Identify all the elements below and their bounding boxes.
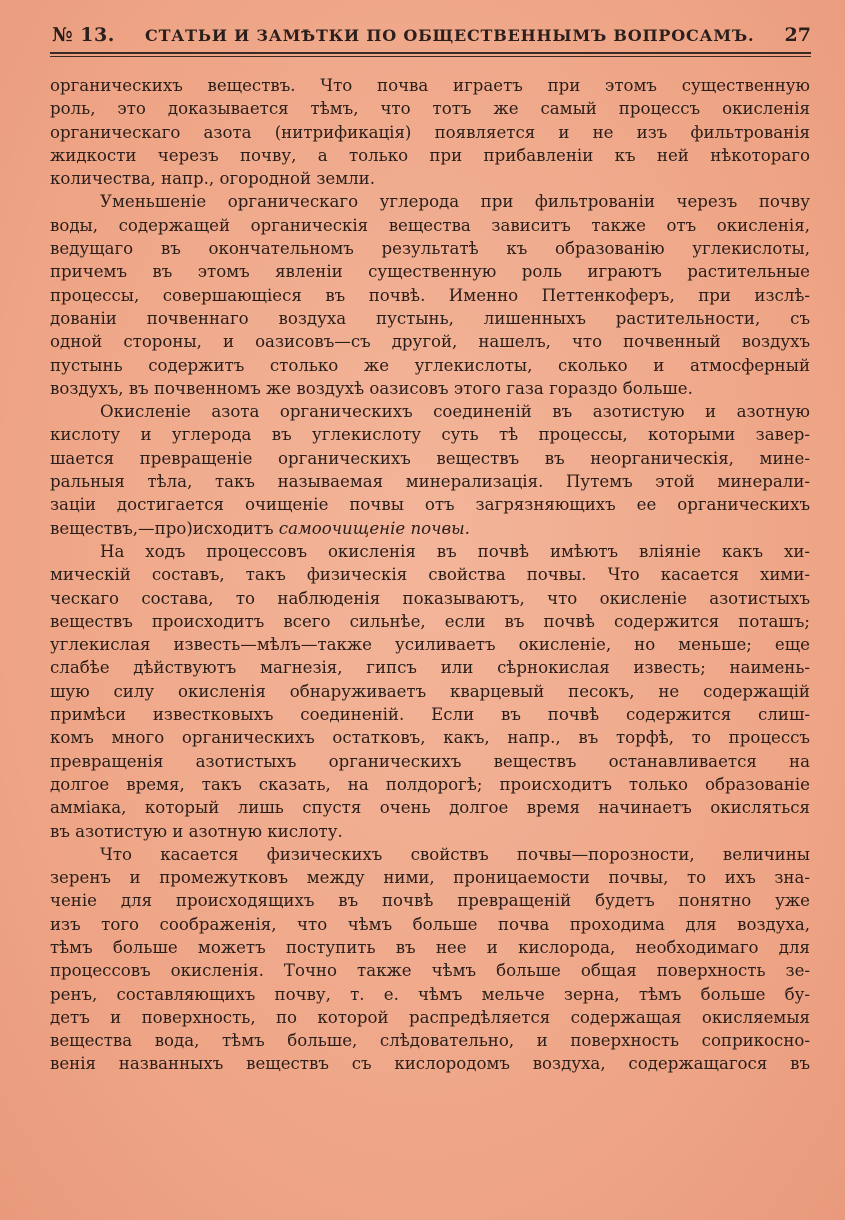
text-line [50,843,810,866]
text-line-content: ральныя тѣла, такъ называемая минерализація. Путемъ этой минерали- [50,472,810,492]
text-line [50,563,810,586]
text-line-content: превращенія азотистыхъ органическихъ веществъ останавливается на [50,751,810,771]
text-line-content: дованіи почвеннаго воздуха пустынь, лишенныхъ растительности, съ [50,308,810,328]
text-line [50,493,810,516]
text-line-content: кислоту и углерода въ углекислоту суть тѣ процессы, которыми завер- [50,425,810,445]
text-line [50,1006,810,1029]
text-line-content: зеренъ и промежутковъ между ними, проницаемости почвы, то ихъ зна- [50,868,810,888]
text-line [50,820,810,843]
text-line [50,889,810,912]
text-line-content: примѣси известковыхъ соединеній. Если въ почвѣ содержится слиш- [50,705,810,725]
text-line-content: воздухъ, въ почвенномъ же воздухѣ оазисовъ этого газа гораздо больше. [50,378,693,398]
text-line-content: органическихъ веществъ. Что почва играетъ при этомъ существенную [50,76,810,95]
text-line [50,936,810,959]
text-line [50,703,810,726]
text-line [50,237,810,260]
text-line-content: детъ и поверхность, по которой распредѣляется содержащая окисляемыя [50,1007,810,1027]
text-line [50,470,810,493]
text-line [50,144,810,167]
text-line [50,750,810,773]
text-line-content: причемъ въ этомъ явленіи существенную роль играютъ растительные [50,262,810,282]
text-line-content: ченіе для происходящихъ въ почвѣ превращеній будетъ понятно уже [50,891,810,911]
text-line [50,330,810,353]
text-line [50,377,810,400]
text-line [50,680,810,703]
text-line [50,284,810,307]
text-line [50,121,810,144]
text-line-content: роль, это доказывается тѣмъ, что тотъ же самый процессъ окисленія [50,99,810,119]
text-line [50,423,810,446]
header-rule [50,52,811,54]
text-line-content: процессы, совершающіеся въ почвѣ. Именно Петтенкоферъ, при изслѣ- [50,285,810,305]
text-line [50,633,810,656]
text-line-content: комъ много органическихъ остатковъ, какъ, напр., въ торфѣ, то процессъ [50,728,810,748]
text-line [50,656,810,679]
text-line-content: въ азотистую и азотную кислоту. [50,821,343,841]
text-line [50,796,810,819]
text-line-content: веществъ,—про)исходитъ [50,518,274,538]
text-line-content: слабѣе дѣйствуютъ магнезія, гипсъ или сѣрнокислая известь; наимень- [50,658,810,678]
text-line-content: Окисленіе азота органическихъ соединеній въ азотистую и азотную [100,402,810,422]
text-line-content: органическаго азота (нитрификація) появляется и не изъ фильтрованія [50,122,810,142]
text-line-content: долгое время, такъ сказать, на полдорогѣ; происходитъ только образованіе [50,774,810,794]
text-line-content: Уменьшеніе органическаго углерода при фильтрованіи черезъ почву [100,192,810,212]
text-line [50,1029,810,1052]
body-text [50,74,810,1076]
text-line-content: заціи достигается очищеніе почвы отъ загрязняющихъ ее органическихъ [50,495,810,515]
text-line [50,983,810,1006]
text-line-content: процессовъ окисленія. Точно также чѣмъ больше общая поверхность зе- [50,961,810,981]
text-line-content: ренъ, составляющихъ почву, т. е. чѣмъ мельче зерна, тѣмъ больше бу- [50,984,810,1004]
text-line [50,260,810,283]
text-line-content: На ходъ процессовъ окисленія въ почвѣ имѣютъ вліяніе какъ хи- [100,541,810,561]
text-line-content: шую силу окисленія обнаруживаетъ кварцевый песокъ, не содержащій [50,681,810,701]
text-line-content: углекислая известь—мѣлъ—также усиливаетъ окисленіе, но меньше; еще [50,635,810,655]
section-title: СТАТЬИ И ЗАМѢТКИ ПО ОБЩЕСТВЕННЫМЪ ВОПРОСАМЪ. [145,26,755,45]
text-line [50,214,810,237]
page-number: 27 [784,24,811,46]
text-line-content: ведущаго въ окончательномъ результатѣ къ образованію углекислоты, [50,239,810,259]
text-line [50,517,810,540]
text-line-content: Что касается физическихъ свойствъ почвы—порозности, величины [100,844,810,864]
text-line [50,726,810,749]
text-line [50,959,810,982]
text-line-content: пустынь содержитъ столько же углекислоты, сколько и атмосферный [50,355,810,375]
text-line [50,190,810,213]
running-header [52,24,811,52]
emphasized-term: самоочищеніе почвы. [278,518,470,538]
text-line-content: амміака, который лишь спустя очень долгое время начинаетъ окисляться [50,798,810,818]
text-line [50,866,810,889]
text-line [50,773,810,796]
text-line-content: вещества вода, тѣмъ больше, слѣдовательно, и поверхность соприкосно- [50,1031,810,1051]
text-line [50,610,810,633]
text-line-content: веществъ происходитъ всего сильнѣе, если въ почвѣ содержится поташъ; [50,611,810,631]
header-rule-thin [50,56,811,57]
text-line-content: изъ того соображенія, что чѣмъ больше почва проходима для воздуха, [50,914,810,934]
text-line [50,97,810,120]
text-line [50,913,810,936]
issue-number: № 13. [52,24,115,46]
text-line [50,354,810,377]
text-line [50,587,810,610]
text-line-content: тѣмъ больше можетъ поступить въ нее и кислорода, необходимаго для [50,937,810,957]
text-line-content: жидкости черезъ почву, а только при прибавленіи къ ней нѣкотораго [50,145,810,165]
text-line [50,307,810,330]
text-line [50,1052,810,1075]
text-line [50,167,810,190]
text-line-content: одной стороны, и оазисовъ—съ другой, нашелъ, что почвенный воздухъ [50,332,810,352]
text-line [50,540,810,563]
text-line-content: воды, содержащей органическія вещества зависитъ также отъ окисленія, [50,215,810,235]
text-line [50,74,810,97]
text-line-content: венія названныхъ веществъ съ кислородомъ воздуха, содержащагося въ [50,1054,810,1074]
text-line-content: шается превращеніе органическихъ веществъ въ неорганическія, мине- [50,448,810,468]
text-line-content: мическій составъ, такъ физическія свойства почвы. Что касается хими- [50,565,810,585]
text-line-content: количества, напр., огородной земли. [50,169,376,189]
text-line [50,400,810,423]
text-line [50,447,810,470]
text-line-content: ческаго состава, то наблюденія показываютъ, что окисленіе азотистыхъ [50,588,810,608]
